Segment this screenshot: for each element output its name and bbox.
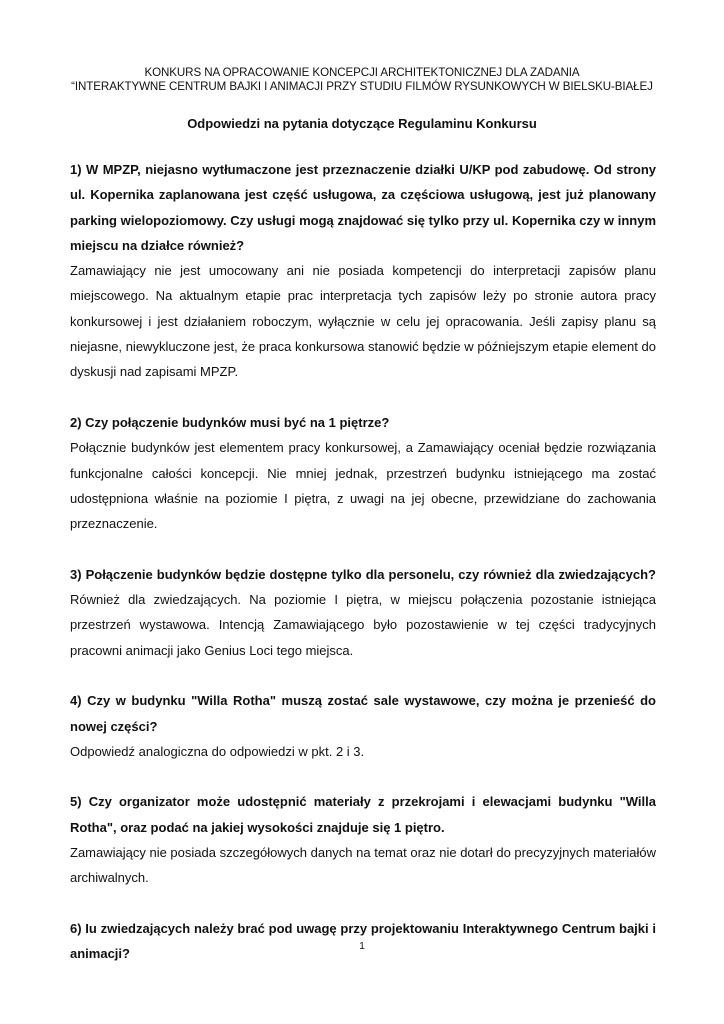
- answer-4: [70, 739, 656, 764]
- answer-2-text: Połącznie budynków jest elementem pracy konkursowej, a Zamawiający oceniał będzie rozwiązania funkcjonalne całości koncepcji. Nie mniej jednak, przestrzeń budynku istniejącego ma zostać udostępniona właśnie na poziomie I piętra, z uwagi na jej obecne, przewidziane do zachowania przeznaczenie.: [70, 440, 656, 532]
- question-4-text: 4) Czy w budynku "Willa Rotha" muszą zostać sale wystawowe, czy można je przenieść do nowej części?: [70, 693, 656, 734]
- question-3-text: 3) Połączenie budynków będzie dostępne tylko dla personelu, czy również dla zwiedzających?: [70, 566, 656, 582]
- answer-3-text: Również dla zwiedzających. Na poziomie I piętra, w miejscu połączenia pozostanie istniejąca przestrzeń wystawowa. Intencją Zamawiającego było pozostawienie w tej części tradycyjnych pracowni animacji jako Genius Loci tego miejsca.: [70, 592, 656, 658]
- answer-5: [70, 840, 656, 891]
- question-1-text: 1) W MPZP, niejasno wytłumaczone jest przeznaczenie działki U/KP pod zabudowę. Od strony ul. Kopernika zaplanowana jest część usługowa, za częściowa usługową, jest już planowany parking wielopoziomowy. Czy usługi mogą znajdować się tylko przy ul. Kopernika czy w innym miejscu na działce również?: [70, 162, 656, 253]
- header-line-1: KONKURS NA OPRACOWANIE KONCEPCJI ARCHITEKTONICZNEJ DLA ZADANIA: [144, 66, 580, 79]
- question-answer-3: [70, 562, 656, 663]
- question-5: [70, 789, 656, 840]
- question-6-text: 6) Iu zwiedzających należy brać pod uwagę przy projektowaniu Interaktywnego Centrum bajki i animacji?: [70, 920, 656, 962]
- question-4: [70, 688, 656, 739]
- question-2-text: 2) Czy połączenie budynków musi być na 1 piętrze?: [70, 414, 390, 430]
- question-2: [70, 410, 656, 435]
- answer-5-text: Zamawiający nie posiada szczegółowych danych na temat oraz nie dotarł do precyzyjnych materiałów archiwalnych.: [70, 845, 657, 886]
- question-1: [70, 157, 656, 258]
- answer-4-text: Odpowiedź analogiczna do odpowiedzi w pkt. 2 i 3.: [70, 743, 365, 759]
- page-number: 1: [359, 941, 365, 952]
- document-header: [40, 66, 684, 94]
- document-title: Odpowiedzi na pytania dotyczące Regulaminu Konkursu: [187, 116, 537, 131]
- document-body: [70, 157, 656, 967]
- header-line-2: “INTERAKTYWNE CENTRUM BAJKI I ANIMACJI PRZY STUDIU FILMÓW RYSUNKOWYCH W BIELSKU-BIAŁEJ: [71, 80, 653, 93]
- answer-2: [70, 435, 656, 536]
- answer-1: [70, 258, 656, 384]
- question-5-text: 5) Czy organizator może udostępnić materiały z przekrojami i elewacjami budynku "Willa Rotha", oraz podać na jakiej wysokości znajduje się 1 piętro.: [70, 794, 656, 835]
- answer-1-text: Zamawiający nie jest umocowany ani nie posiada kompetencji do interpretacji zapisów planu miejscowego. Na aktualnym etapie prac interpretacja tych zapisów leży po stronie autora pracy konkursowej i jest działaniem roboczym, wyłącznie w celu jej opracowania. Jeśli zapisy planu są niejasne, niewykluczone jest, że praca konkursowa stanowić będzie w późniejszym etapie element do dyskusji nad zapisami MPZP.: [70, 263, 656, 380]
